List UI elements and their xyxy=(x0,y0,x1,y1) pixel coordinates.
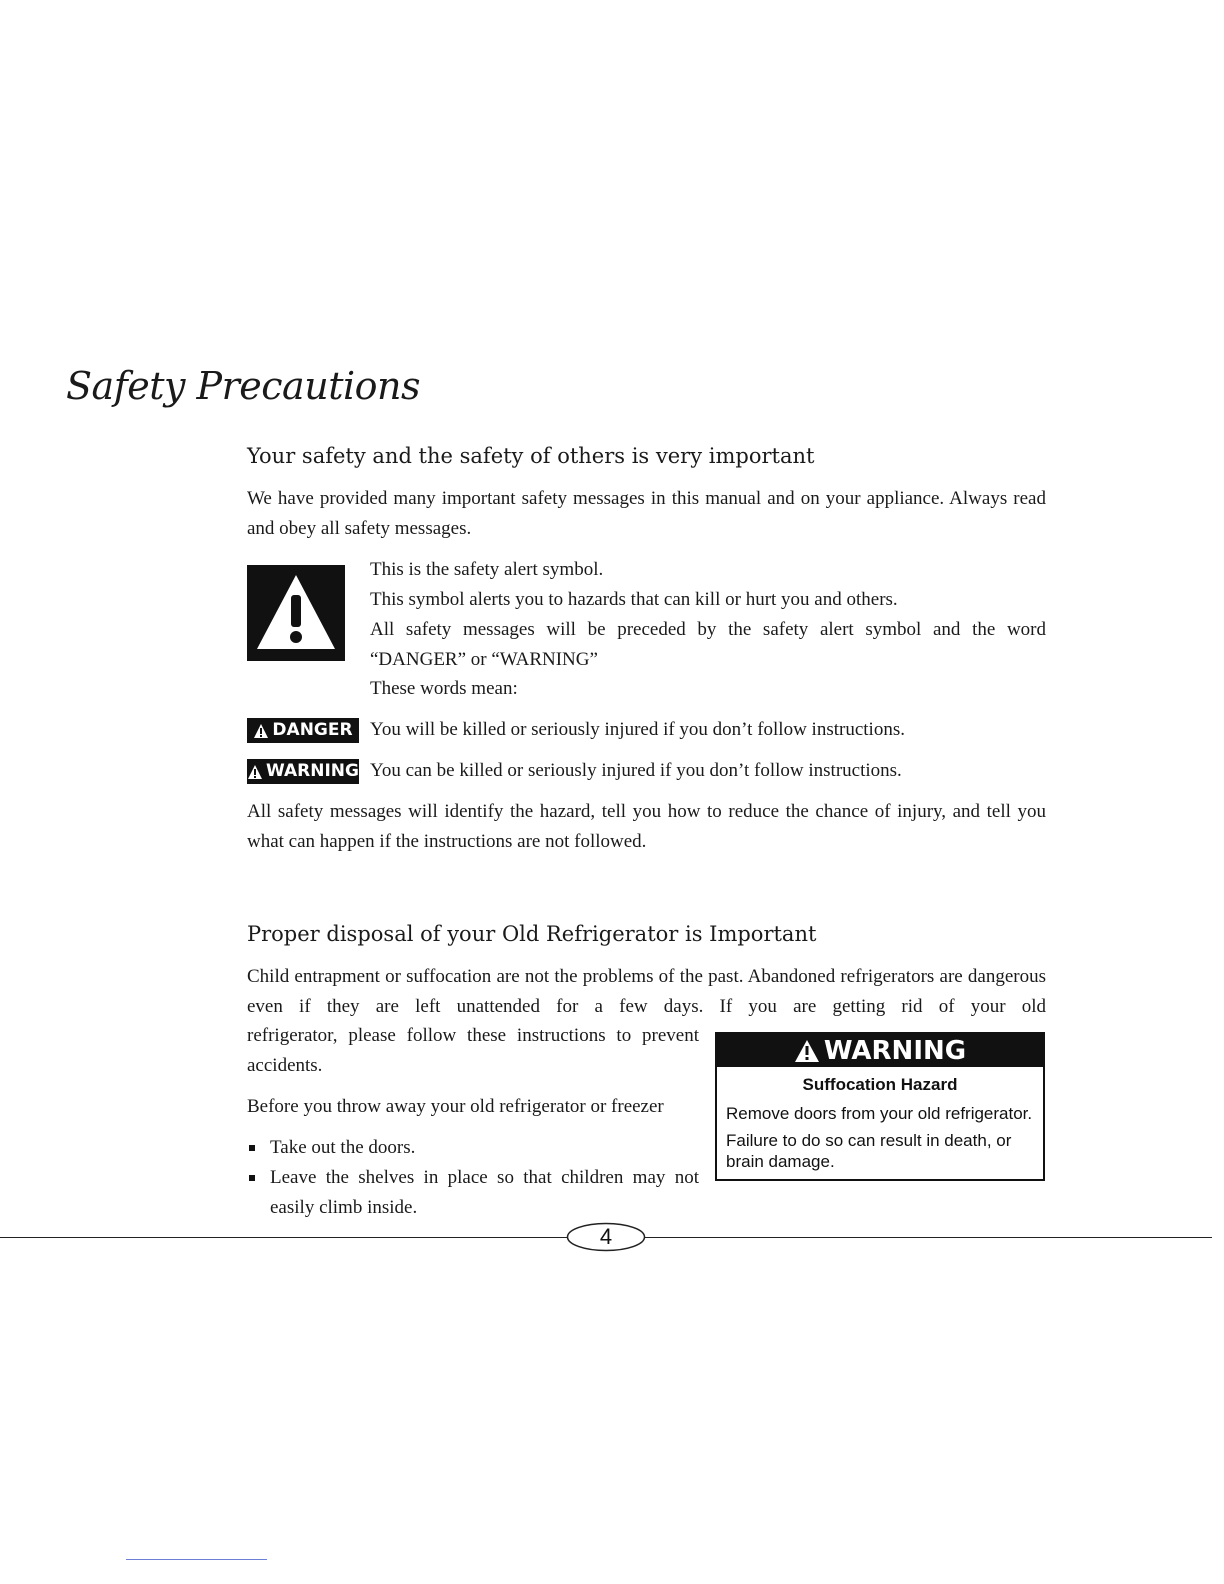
warning-alert-icon xyxy=(247,764,263,780)
page-title: Safety Precautions xyxy=(66,364,420,408)
safety-alert-symbol-icon xyxy=(247,565,345,661)
symbol-line-1: This is the safety alert symbol. xyxy=(370,559,604,580)
footer-rule-right xyxy=(645,1237,1212,1238)
disposal-before-text: Before you throw away your old refrigerator or freezer xyxy=(247,1096,664,1117)
warning-box-alert-icon xyxy=(794,1039,820,1063)
suffocation-warning-box xyxy=(715,1032,1045,1181)
warning-badge xyxy=(247,759,359,784)
warning-label: WARNING xyxy=(266,761,359,781)
list-item: Leave the shelves in place so that children may not easily climb inside. xyxy=(247,1163,699,1223)
danger-label: DANGER xyxy=(272,720,353,740)
disposal-intro-paragraph: Child entrapment or suffocation are not the problems of the past. Abandoned refrigerators are dangerous even if they are left unattended for a few days. If you are getting rid of your old xyxy=(247,966,1046,1017)
safety-closing-paragraph: All safety messages will identify the hazard, tell you how to reduce the chance of injury, and tell you what can happen if the instructions are not followed. xyxy=(247,801,1046,852)
danger-text: You will be killed or seriously injured if you don’t follow instructions. xyxy=(370,719,905,740)
warning-text: You can be killed or seriously injured if you don’t follow instructions. xyxy=(370,760,902,781)
warning-box-header xyxy=(717,1034,1043,1067)
warning-box-subtitle: Suffocation Hazard xyxy=(802,1075,958,1094)
warning-box-line-1: Remove doors from your old refrigerator. xyxy=(726,1104,1033,1123)
symbol-line-2: This symbol alerts you to hazards that can kill or hurt you and others. xyxy=(370,589,898,610)
warning-box-label: WARNING xyxy=(823,1035,967,1066)
footer-rule-left xyxy=(0,1237,567,1238)
list-item: Take out the doors. xyxy=(247,1133,699,1163)
section-heading-disposal: Proper disposal of your Old Refrigerator is Important xyxy=(247,922,817,946)
safety-intro-paragraph: We have provided many important safety messages in this manual and on your appliance. Always read and obey all safety messages. xyxy=(247,488,1046,539)
disposal-intro-continued: refrigerator, please follow these instructions to prevent accidents. xyxy=(247,1025,699,1076)
symbol-line-4: These words mean: xyxy=(370,678,518,699)
disposal-bullet-list xyxy=(247,1133,699,1223)
bottom-underline xyxy=(126,1559,267,1560)
page-number: 4 xyxy=(599,1224,613,1249)
warning-box-line-2: Failure to do so can result in death, or brain damage. xyxy=(726,1131,1012,1171)
danger-alert-icon xyxy=(253,723,269,739)
section-heading-safety: Your safety and the safety of others is very important xyxy=(247,444,815,468)
symbol-line-3: All safety messages will be preceded by the safety alert symbol and the word “DANGER” or “WARNING” xyxy=(370,619,1046,670)
danger-badge xyxy=(247,718,359,743)
